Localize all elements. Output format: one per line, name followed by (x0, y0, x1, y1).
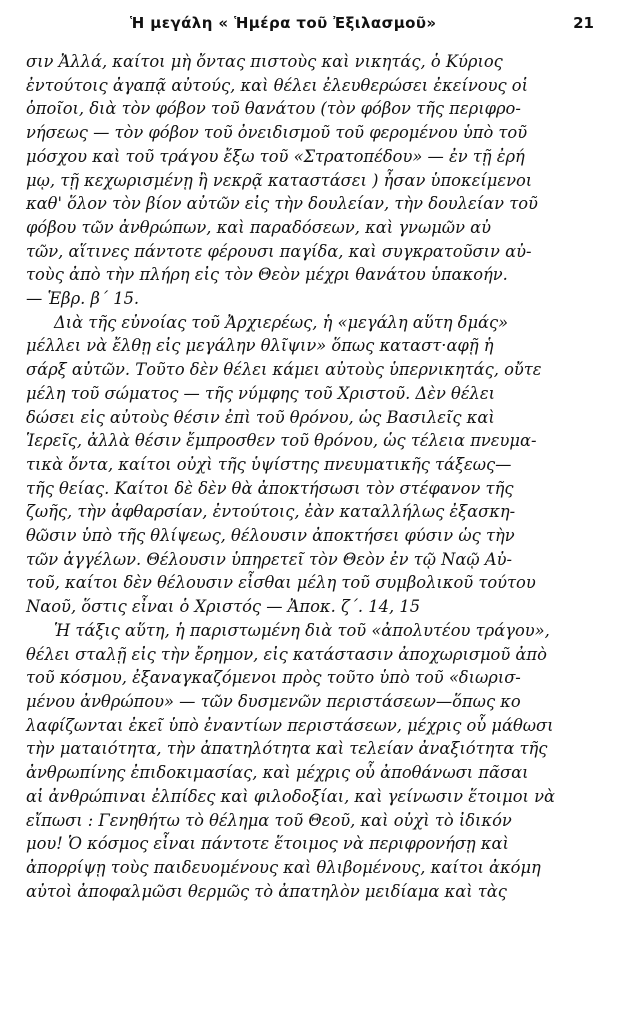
text-line: τοὺς ἀπὸ τὴν πλήρη εἰς τὸν Θεὸν μέχρι θανάτου ὑπακοήν. (26, 265, 508, 285)
text-line: μέλη τοῦ σώματος — τῆς νύμφης τοῦ Χριστοῦ. Δὲν θέλει (26, 383, 496, 403)
text-line: τοῦ κόσμου, ἐξαναγκαζόμενοι πρὸς τοῦτο ὑπὸ τοῦ «διωρισ- (26, 668, 521, 688)
text-line: τῆς θείας. Καίτοι δὲ δὲν θὰ ἀποκτήσωσι τὸν στέφανον τῆς (26, 478, 514, 498)
paragraph (26, 50, 594, 311)
text-line: Ἱερεῖς, ἀλλὰ θέσιν ἔμπροσθεν τοῦ θρόνου, ὡς τέλεια πνευμα- (26, 431, 537, 451)
text-line: αἱ ἀνθρώπιναι ἐλπίδες καὶ φιλοδοξίαι, καὶ γείνωσιν ἕτοιμοι νὰ (26, 786, 556, 806)
text-line: αὐτοὶ ἀποφαλμῶσι θερμῶς τὸ ἀπατηλὸν μειδίαμα καὶ τὰς (26, 881, 507, 901)
page-number: 21 (573, 14, 594, 32)
paragraph (26, 619, 594, 903)
text-line: φόβου τῶν ἀνθρώπων, καὶ παραδόσεων, καὶ γνωμῶν αὐ (26, 217, 492, 237)
text-line: νήσεως — τὸν φόβον τοῦ ὀνειδισμοῦ τοῦ φερομένου ὑπὸ τοῦ (26, 123, 528, 143)
paragraph (26, 311, 594, 619)
text-line: τικὰ ὄντα, καίτοι οὐχὶ τῆς ὑψίστης πνευματικῆς τάξεως— (26, 454, 512, 474)
body-text (26, 50, 594, 903)
text-line: σιν Ἀλλά, καίτοι μὴ ὄντας πιστοὺς καὶ νικητάς, ὁ Κύριος (26, 52, 503, 71)
text-line: εἴπωσι : Γενηθήτω τὸ θέλημα τοῦ Θεοῦ, καὶ οὐχὶ τὸ ἰδικόν (26, 810, 512, 830)
text-line: μῳ, τῇ κεχωρισμένῃ ἢ νεκρᾷ καταστάσει ) ἦσαν ὑποκείμενοι (26, 170, 533, 190)
text-line: δώσει εἰς αὐτοὺς θέσιν ἐπὶ τοῦ θρόνου, ὡς Βασιλεῖς καὶ (26, 407, 495, 427)
text-line: ἀπορρίψῃ τοὺς παιδευομένους καὶ θλιβομένους, καίτοι ἀκόμη (26, 857, 541, 877)
text-line: λαφίζωνται ἐκεῖ ὑπὸ ἐναντίων περιστάσεων, μέχρις οὗ μάθωσι (26, 715, 554, 735)
text-line: θέλει σταλῇ εἰς τὴν ἔρημον, εἰς κατάστασιν ἀποχωρισμοῦ ἀπὸ (26, 644, 547, 664)
text-line: μένου ἀνθρώπου» — τῶν δυσμενῶν περιστάσεων—ὅπως κο (26, 691, 521, 711)
running-title: Ἡ μεγάλη « Ἡμέρα τοῦ Ἐξιλασμοῦ» (130, 14, 437, 32)
text-line: ἀνθρωπίνης ἐπιδοκιμασίας, καὶ μέχρις οὗ ἀποθάνωσι πᾶσαι (26, 763, 529, 783)
text-line: τῶν, αἵτινες πάντοτε φέρουσι παγίδα, καὶ συγκρατοῦσιν αὐ- (26, 241, 532, 261)
text-line: ἐντούτοις ἀγαπᾷ αὐτούς, καὶ θέλει ἐλευθερώσει ἐκείνους οἱ (26, 75, 528, 95)
text-line: τοῦ, καίτοι δὲν θέλουσιν εἶσθαι μέλη τοῦ συμβολικοῦ τούτου (26, 573, 536, 593)
text-line: Διὰ τῆς εὐνοίας τοῦ Ἀρχιερέως, ἡ «μεγάλη αὕτη δμάς» (54, 312, 509, 332)
text-line: τὴν ματαιότητα, τὴν ἀπατηλότητα καὶ τελείαν ἀναξιότητα τῆς (26, 739, 548, 759)
text-line: τῶν ἀγγέλων. Θέλουσιν ὑπηρετεῖ τὸν Θεὸν ἐν τῷ Ναῷ Αὐ- (26, 549, 512, 569)
text-line: μέλλει νὰ ἔλθῃ εἰς μεγάλην θλῖψιν» ὅπως καταστ·αφῇ ἡ (26, 336, 494, 356)
text-line: σάρξ αὐτῶν. Τοῦτο δὲν θέλει κάμει αὐτοὺς ὑπερνικητάς, οὔτε (26, 360, 542, 380)
text-line: ὁποῖοι, διὰ τὸν φόβον τοῦ θανάτου (τὸν φόβον τῆς περιφρο- (26, 99, 521, 119)
text-line: μόσχου καὶ τοῦ τράγου ἔξω τοῦ «Στρατοπέδου» — ἐν τῇ ἐρή (26, 146, 525, 166)
text-line: καθ' ὅλον τὸν βίον αὐτῶν εἰς τὴν δουλείαν, τὴν δουλείαν τοῦ (26, 194, 538, 214)
text-line: ζωῆς, τὴν ἀφθαρσίαν, ἐντούτοις, ἐὰν καταλλήλως ἐξασκη- (26, 502, 516, 522)
text-line: — Ἑβρ. β΄ 15. (26, 289, 140, 309)
page-header (26, 14, 594, 44)
text-line: θῶσιν ὑπὸ τῆς θλίψεως, θέλουσιν ἀποκτήσει φύσιν ὡς τὴν (26, 526, 515, 546)
text-line: μου! Ὁ κόσμος εἶναι πάντοτε ἕτοιμος νὰ περιφρονήσῃ καὶ (26, 834, 509, 854)
text-line: Ναοῦ, ὅστις εἶναι ὁ Χριστός — Ἀποκ. ζ΄. 14, 15 (26, 597, 421, 617)
text-line: Ἡ τάξις αὕτη, ἡ παριστωμένη διὰ τοῦ «ἀπολυτέου τράγου», (54, 620, 550, 640)
